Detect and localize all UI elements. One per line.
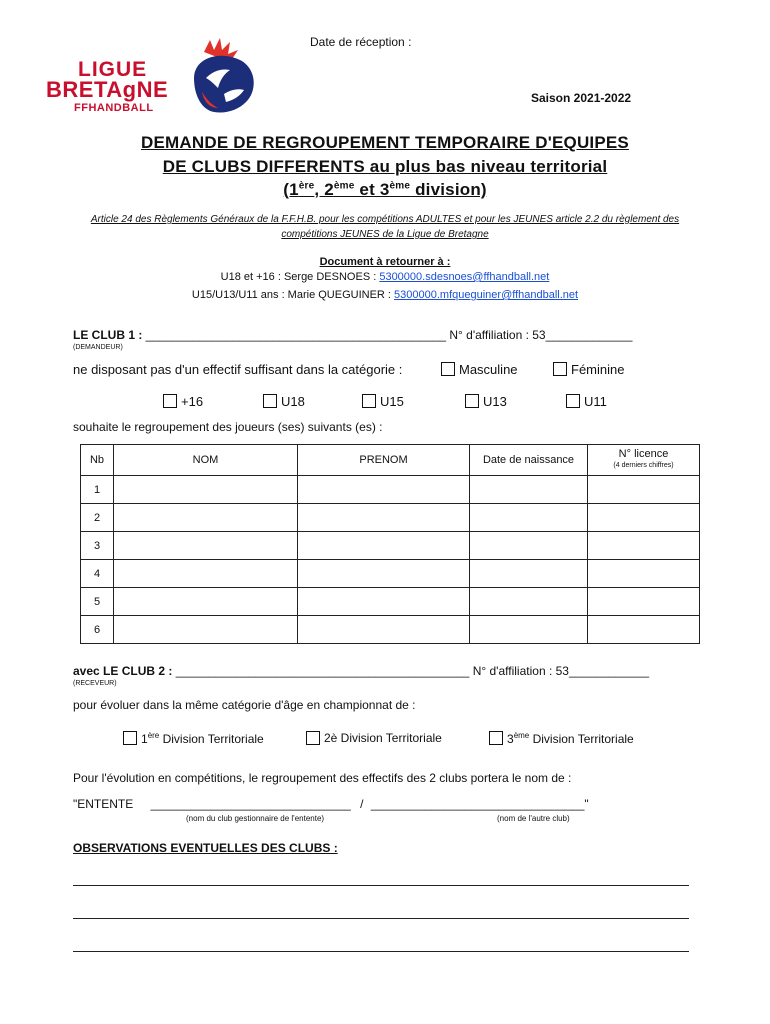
col-header-licence: N° licence (4 derniers chiffres) xyxy=(588,445,700,476)
club1-affiliation[interactable]: N° d'affiliation : 53_____________ xyxy=(449,328,633,342)
return-heading: Document à retourner à : xyxy=(319,256,451,268)
title-line-1: DEMANDE DE REGROUPEMENT TEMPORAIRE D'EQUIPES xyxy=(141,133,629,152)
age-checkbox-u18[interactable] xyxy=(263,394,277,408)
players-table xyxy=(80,444,700,644)
division1-checkbox[interactable] xyxy=(123,731,137,745)
entente-caption-2: (nom de l'autre club) xyxy=(497,814,570,823)
licence-subcaption: (4 derniers chiffres) xyxy=(613,462,674,469)
article-reference-line-1: Article 24 des Règlements Généraux de la F.F.H.B. pour les compétitions ADULTES et pour les JEUNES article 2.2 du règlement des xyxy=(90,214,680,225)
email-link-queguiner[interactable]: 5300000.mfqueguiner@ffhandball.net xyxy=(394,289,579,301)
email-link-desnoes[interactable]: 5300000.sdesnoes@ffhandball.net xyxy=(379,271,550,283)
category-text: ne disposant pas d'un effectif suffisant dans la catégorie : xyxy=(73,362,403,377)
club2-label: avec LE CLUB 2 : xyxy=(73,664,176,678)
entente-club1-field[interactable]: ______________________________ xyxy=(150,797,351,811)
evolve-text: pour évoluer dans la même catégorie d'âge en championnat de : xyxy=(73,698,416,712)
club1-row xyxy=(73,328,632,342)
masculine-label: Masculine xyxy=(459,362,518,377)
entente-caption-1: (nom du club gestionnaire de l'entente) xyxy=(186,814,325,823)
club2-role: (RECEVEUR) xyxy=(73,680,117,687)
return-contact-youth: U15/U13/U11 ans : Marie QUEGUINER : 5300000.mfqueguiner@ffhandball.net xyxy=(191,289,579,301)
entente-slash: / xyxy=(360,797,364,811)
col-header-birthdate: Date de naissance xyxy=(470,445,588,476)
division3-checkbox[interactable] xyxy=(489,731,503,745)
age-label-u13: U13 xyxy=(483,394,507,409)
age-checkbox-u11[interactable] xyxy=(566,394,580,408)
observation-line[interactable] xyxy=(73,918,689,919)
age-checkbox-plus16[interactable] xyxy=(163,394,177,408)
logo-ligue-text: LIGUE xyxy=(78,58,148,81)
table-row: 4 xyxy=(81,560,700,588)
table-row: 3 xyxy=(81,532,700,560)
players-intro: souhaite le regroupement des joueurs (ses) suivants (es) : xyxy=(73,420,383,434)
entente-open: "ENTENTE xyxy=(73,797,134,811)
division2-checkbox[interactable] xyxy=(306,731,320,745)
club1-label: LE CLUB 1 : xyxy=(73,328,146,342)
division3-label: 3ème Division Territoriale xyxy=(507,731,634,746)
feminine-checkbox[interactable] xyxy=(553,362,567,376)
entente-intro: Pour l'évolution en compétitions, le regroupement des effectifs des 2 clubs portera le nom de : xyxy=(73,771,572,785)
logo-bretagne-text: BRETAgNE xyxy=(46,77,169,102)
ligue-bretagne-logo xyxy=(44,38,264,120)
season-label: Saison 2021-2022 xyxy=(531,91,632,105)
table-header-row xyxy=(81,445,700,476)
club2-affiliation[interactable]: N° d'affiliation : 53____________ xyxy=(472,664,650,678)
masculine-checkbox[interactable] xyxy=(441,362,455,376)
age-label-u18: U18 xyxy=(281,394,305,409)
club1-role: (DEMANDEUR) xyxy=(73,344,123,351)
table-row: 6 xyxy=(81,616,700,644)
observation-line[interactable] xyxy=(73,951,689,952)
table-row: 2 xyxy=(81,504,700,532)
col-header-prenom: PRENOM xyxy=(298,445,470,476)
age-label-u15: U15 xyxy=(380,394,404,409)
observation-line[interactable] xyxy=(73,885,689,886)
table-row: 1 xyxy=(81,476,700,504)
reception-date-label: Date de réception : xyxy=(310,35,412,49)
club2-row xyxy=(73,664,649,678)
entente-row xyxy=(73,797,589,811)
col-header-nom: NOM xyxy=(114,445,298,476)
observations-heading: OBSERVATIONS EVENTUELLES DES CLUBS : xyxy=(73,841,338,855)
feminine-label: Féminine xyxy=(571,362,625,377)
age-checkbox-u13[interactable] xyxy=(465,394,479,408)
entente-club2-field[interactable]: ________________________________" xyxy=(370,797,589,811)
table-row: 5 xyxy=(81,588,700,616)
return-contact-senior: U18 et +16 : Serge DESNOES : 5300000.sdesnoes@ffhandball.net xyxy=(220,271,550,283)
logo-ffhandball-text: FFHANDBALL xyxy=(74,102,154,114)
age-label-plus16: +16 xyxy=(181,394,204,409)
title-line-2: DE CLUBS DIFFERENTS au plus bas niveau territorial xyxy=(162,157,608,176)
division2-label: 2è Division Territoriale xyxy=(324,731,442,745)
club2-name-field[interactable]: ____________________________________________ xyxy=(175,664,470,678)
division1-label: 1ère Division Territoriale xyxy=(141,731,264,746)
col-header-nb: Nb xyxy=(81,445,114,476)
title-line-3: (1ère, 2ème et 3ème division) xyxy=(283,180,487,199)
club1-name-field[interactable]: _____________________________________________ xyxy=(145,328,446,342)
age-label-u11: U11 xyxy=(584,394,607,409)
age-checkbox-u15[interactable] xyxy=(362,394,376,408)
article-reference-line-2: compétitions JEUNES de la Ligue de Bretagne xyxy=(281,229,489,240)
